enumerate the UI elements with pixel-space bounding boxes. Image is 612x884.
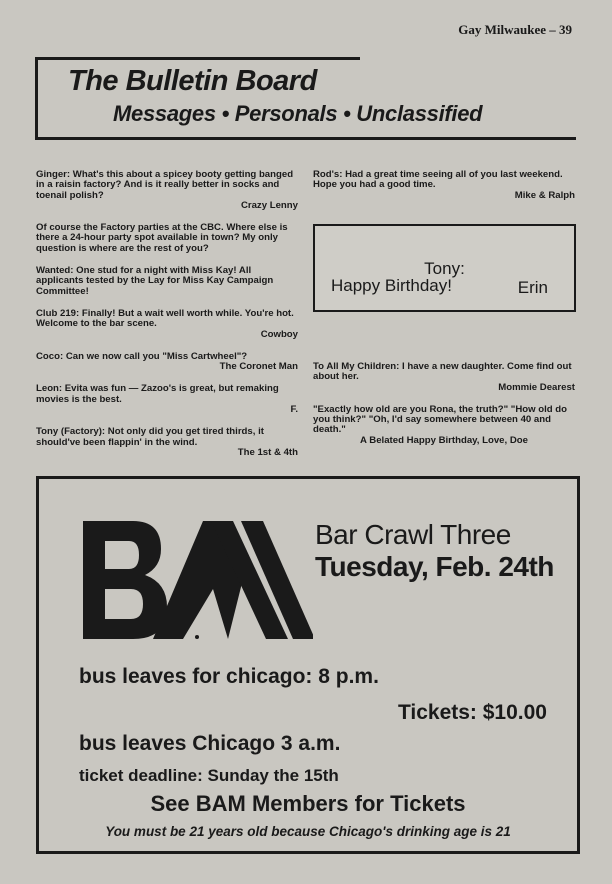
message-signature: A Belated Happy Birthday, Love, Doe xyxy=(360,434,528,446)
birthday-name: Tony: xyxy=(424,259,465,278)
message-club-219 xyxy=(36,309,298,340)
message-body: "Exactly how old are you Rona, the truth?" "How old do you think?" "Oh, I'd say somewhere between 40 and death." xyxy=(313,403,568,436)
message-signature: Cowboy xyxy=(260,328,298,340)
bam-advertisement xyxy=(36,476,580,854)
message-signature: Crazy Lenny xyxy=(240,199,298,211)
message-leon xyxy=(36,384,298,415)
ad-ticket-deadline: ticket deadline: Sunday the 15th xyxy=(79,766,339,785)
ad-headline-date: Tuesday, Feb. 24th xyxy=(315,551,554,582)
ad-age-notice: You must be 21 years old because Chicago's drinking age is 21 xyxy=(105,824,511,839)
message-signature: The 1st & 4th xyxy=(237,446,298,458)
right-lower-messages xyxy=(313,362,575,458)
message-tony-factory xyxy=(36,427,298,458)
message-body: Of course the Factory parties at the CBC. Where else is there a 24-hour party spot available in town? My only question is where are the rest of you? xyxy=(36,222,288,254)
left-message-column xyxy=(36,170,298,470)
bam-logo xyxy=(83,519,313,644)
ad-bus-return: bus leaves Chicago 3 a.m. xyxy=(79,732,341,755)
message-wanted-stud xyxy=(36,266,298,297)
ad-headline xyxy=(315,519,554,583)
masthead-subtitle: Messages • Personals • Unclassified xyxy=(113,101,483,126)
message-body: Club 219: Finally! But a wait well worth while. You're hot. Welcome to the bar scene. xyxy=(36,307,294,330)
message-coco xyxy=(36,352,298,373)
right-top-message xyxy=(313,170,575,213)
birthday-greeting: Happy Birthday! xyxy=(331,276,452,295)
masthead-top-rule xyxy=(35,57,360,60)
ad-bus-departure: bus leaves for chicago: 8 p.m. xyxy=(79,665,379,688)
message-body: Wanted: One stud for a night with Miss Kay! All applicants tested by the Lay for Miss Kay Campaign Committee! xyxy=(36,265,274,297)
ad-ticket-price: Tickets: $10.00 xyxy=(397,701,547,724)
ad-see-members: See BAM Members for Tickets xyxy=(150,791,466,816)
message-body: Tony (Factory): Not only did you get tired thirds, it should've been flappin' in the wind. xyxy=(36,426,264,448)
birthday-box xyxy=(313,224,576,312)
masthead-title: The Bulletin Board xyxy=(68,65,317,97)
bulletin-masthead xyxy=(35,57,576,140)
message-signature: F. xyxy=(290,404,298,416)
message-rona xyxy=(313,405,575,446)
message-body: To All My Children: I have a new daughter. Come find out about her. xyxy=(313,361,572,383)
message-factory-cbc xyxy=(36,223,298,254)
message-rods xyxy=(313,170,575,201)
birthday-signer: Erin xyxy=(517,278,548,297)
message-body: Ginger: What's this about a spicey booty getting banged in a raisin factory? And is it really better in socks and toenail polish? xyxy=(36,169,294,201)
message-body: Coco: Can we now call you "Miss Cartwheel"? xyxy=(36,350,248,362)
page-number-header: Gay Milwaukee – 39 xyxy=(458,22,572,37)
message-ginger xyxy=(36,170,298,211)
message-body: Leon: Evita was fun — Zazoo's is great, but remaking movies is the best. xyxy=(36,383,279,405)
message-body: Rod's: Had a great time seeing all of you last weekend. Hope you had a good time. xyxy=(313,169,563,191)
message-all-my-children xyxy=(313,362,575,393)
ad-headline-event: Bar Crawl Three xyxy=(315,519,511,550)
message-signature: The Coronet Man xyxy=(219,361,298,373)
message-signature: Mike & Ralph xyxy=(514,189,575,201)
message-signature: Mommie Dearest xyxy=(498,381,575,393)
